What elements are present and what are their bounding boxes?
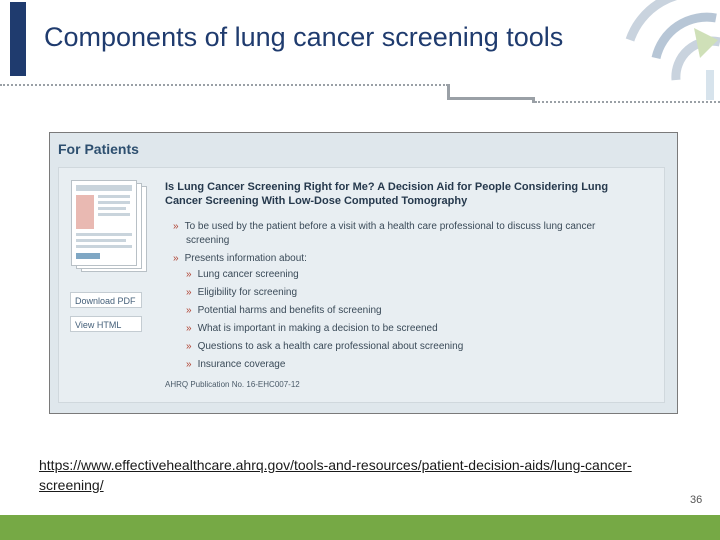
source-link[interactable]: https://www.effectivehealthcare.ahrq.gov/tools-and-resources/patient-decision-aids/lung-cancer-screening/ bbox=[39, 457, 632, 493]
sub-list-item: » Eligibility for screening bbox=[186, 287, 298, 298]
sub-list-item: » Potential harms and benefits of screening bbox=[186, 305, 382, 316]
divider-connector bbox=[447, 97, 535, 100]
bullet-arrow-icon: » bbox=[173, 253, 179, 264]
resource-card bbox=[58, 167, 665, 403]
bullet-arrow-icon: » bbox=[186, 359, 192, 370]
thumbnail-page-front bbox=[71, 180, 137, 266]
bullet-arrow-icon: » bbox=[186, 341, 192, 352]
bullet-arrow-icon: » bbox=[186, 287, 192, 298]
bullet-arrow-icon: » bbox=[173, 221, 179, 232]
view-html-button[interactable]: View HTML bbox=[70, 316, 142, 332]
divider-dotted-left bbox=[0, 84, 448, 86]
sub-list-item: » Questions to ask a health care professional about screening bbox=[186, 341, 464, 352]
bullet-arrow-icon: » bbox=[186, 269, 192, 280]
hhs-logo-icon bbox=[590, 0, 720, 110]
slide-title: Components of lung cancer screening tools bbox=[44, 22, 564, 52]
bullet-arrow-icon: » bbox=[186, 323, 192, 334]
sub-list-item: » What is important in making a decision to be screened bbox=[186, 323, 438, 334]
bullet-arrow-icon: » bbox=[186, 305, 192, 316]
section-header: For Patients bbox=[58, 141, 139, 157]
page-number: 36 bbox=[690, 494, 703, 506]
footer-bar bbox=[0, 515, 720, 540]
publication-number: AHRQ Publication No. 16-EHC007-12 bbox=[165, 380, 300, 389]
list-item: » To be used by the patient before a visit with a health care professional to discuss lung cancer bbox=[173, 221, 596, 232]
document-thumbnail bbox=[71, 180, 141, 272]
list-item: » Presents information about: bbox=[173, 253, 307, 264]
title-accent-bar bbox=[10, 2, 26, 76]
sub-list-item: » Lung cancer screening bbox=[186, 269, 299, 280]
document-title[interactable]: Is Lung Cancer Screening Right for Me? A Decision Aid for People Considering Lung Cancer Screening With Low-Dose Computed Tomography bbox=[165, 181, 609, 207]
embedded-screenshot bbox=[49, 132, 678, 414]
sub-list-item: » Insurance coverage bbox=[186, 359, 286, 370]
download-pdf-button[interactable]: Download PDF bbox=[70, 292, 142, 308]
list-item-continuation: screening bbox=[186, 235, 230, 246]
document-cover-icon bbox=[72, 181, 136, 265]
